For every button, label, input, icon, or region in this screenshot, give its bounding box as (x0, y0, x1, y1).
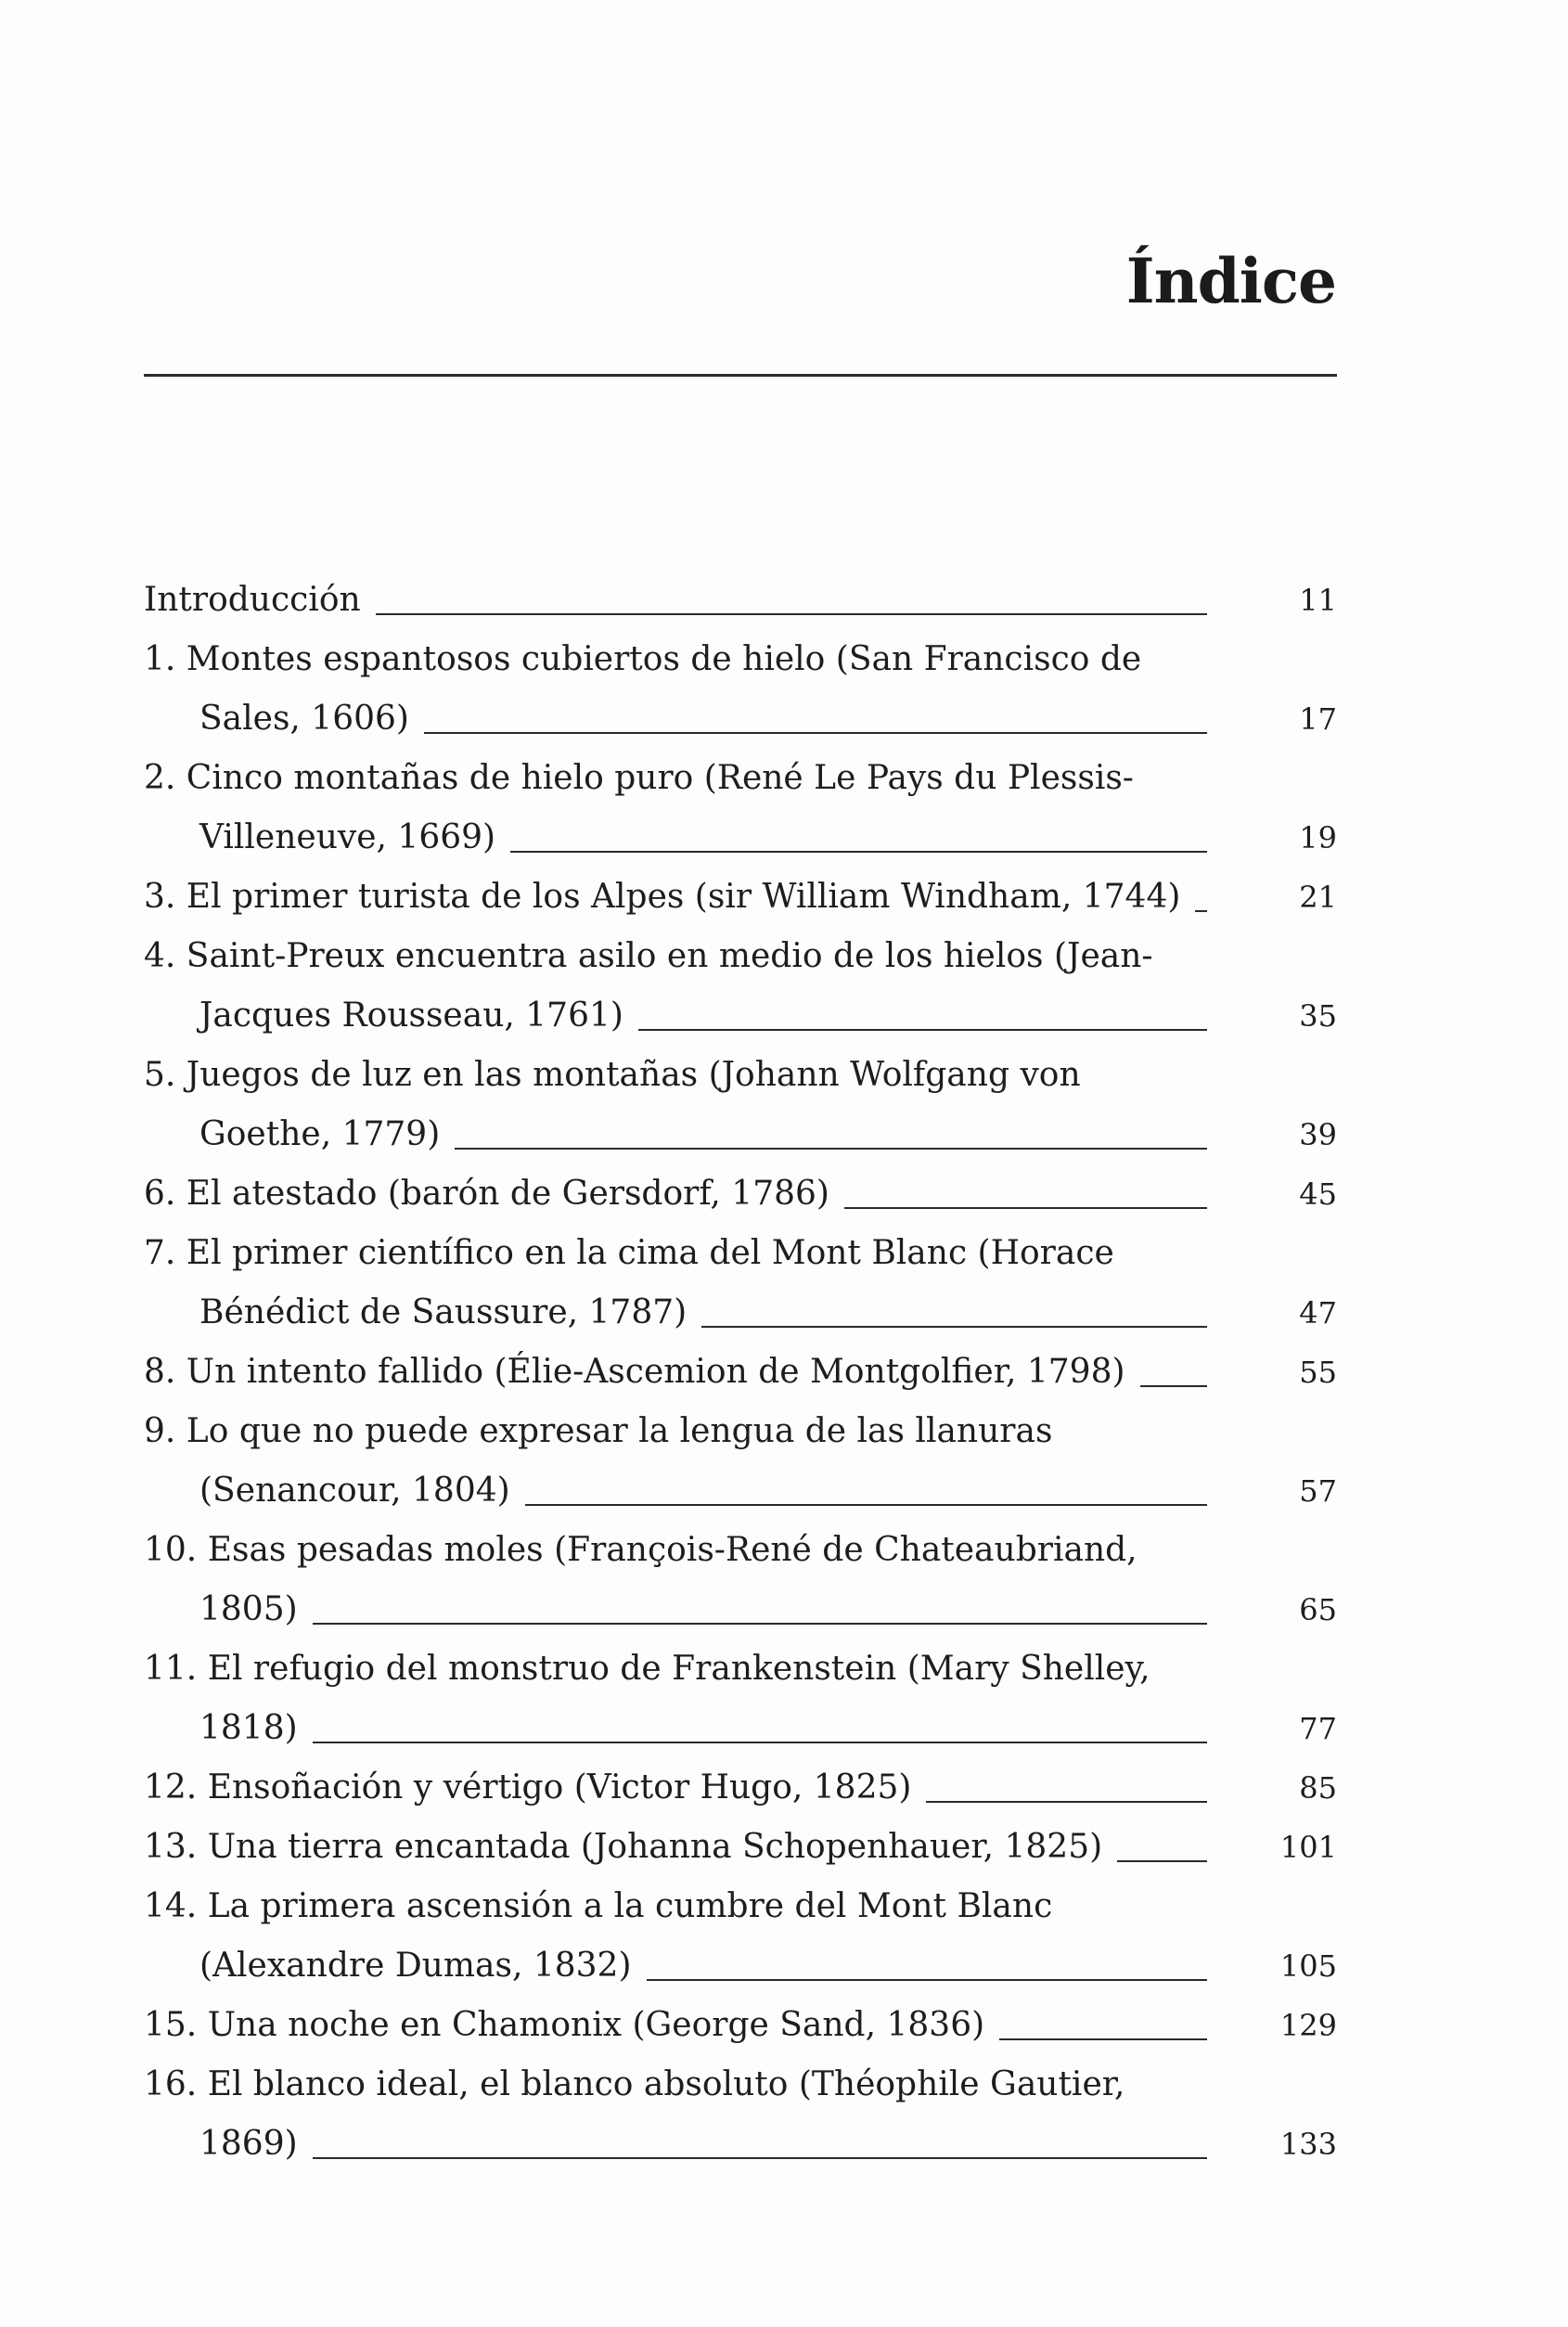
toc-entry-title: 1. Montes espantosos cubiertos de hielo (San Francisco de (144, 640, 1142, 678)
toc-entry (144, 1343, 1337, 1402)
toc-entry-line (144, 1224, 1337, 1283)
toc-entry-continuation (144, 1936, 1337, 1996)
leader-line (638, 1029, 1207, 1031)
leader-line (701, 1326, 1207, 1328)
toc-entry-title: Bénédict de Saussure, 1787) (199, 1293, 688, 1331)
toc-entry (144, 1818, 1337, 1877)
leader-line (926, 1801, 1207, 1803)
toc-entry-title: (Alexandre Dumas, 1832) (199, 1947, 632, 1985)
toc-entry-title: 9. Lo que no puede expresar la lengua de las llanuras (144, 1412, 1053, 1450)
toc-entry (144, 571, 1337, 630)
toc-entry-title: 3. El primer turista de los Alpes (sir William Windham, 1744) (144, 878, 1181, 916)
toc-entry (144, 1046, 1337, 1164)
toc-entry-line (144, 1996, 1337, 2055)
toc-entry (144, 630, 1337, 749)
toc-entry-title: 1805) (199, 1590, 298, 1628)
page-number: 47 (1299, 1295, 1337, 1331)
toc-entry-line (144, 630, 1337, 689)
toc-entry-title: 6. El atestado (barón de Gersdorf, 1786) (144, 1175, 829, 1213)
toc-entry (144, 1996, 1337, 2055)
page-number: 55 (1299, 1355, 1337, 1390)
toc-entry (144, 2055, 1337, 2174)
toc-entry-title: Sales, 1606) (199, 700, 409, 738)
toc-entry-title: 14. La primera ascensión a la cumbre del Mont Blanc (144, 1887, 1053, 1925)
toc-entry-title: 16. El blanco ideal, el blanco absoluto (Théophile Gautier, (144, 2065, 1125, 2103)
page-number: 129 (1279, 2008, 1337, 2043)
toc-entry-line (144, 2055, 1337, 2115)
toc-entry-line (144, 868, 1337, 927)
toc-entry (144, 1402, 1337, 1521)
toc-entry-line (144, 749, 1337, 808)
toc-entry-line (144, 1046, 1337, 1105)
leader-line (1117, 1860, 1207, 1862)
toc-entry-line (144, 1818, 1337, 1877)
toc-entry-continuation (144, 689, 1337, 749)
toc-entry-title: Villeneuve, 1669) (199, 818, 496, 856)
toc-entry-continuation (144, 2115, 1337, 2174)
page-number: 105 (1279, 1948, 1337, 1984)
toc-entry-title: 2. Cinco montañas de hielo puro (René Le Pays du Plessis- (144, 759, 1134, 797)
page-number: 85 (1299, 1770, 1337, 1806)
toc-entry-continuation (144, 1283, 1337, 1343)
page-number: 45 (1299, 1176, 1337, 1212)
page-number: 35 (1299, 998, 1337, 1034)
leader-line (525, 1504, 1207, 1506)
page-number: 11 (1299, 583, 1337, 618)
toc-entry-continuation (144, 1580, 1337, 1639)
toc-entry-title: 15. Una noche en Chamonix (George Sand, 1836) (144, 2006, 985, 2044)
leader-line (1195, 910, 1207, 912)
toc-entry-line (144, 1639, 1337, 1699)
toc-entry-title: 8. Un intento fallido (Élie-Ascemion de Montgolfier, 1798) (144, 1353, 1125, 1391)
toc-entry (144, 1164, 1337, 1224)
toc-entry-line (144, 1164, 1337, 1224)
toc-entry-continuation (144, 1699, 1337, 1758)
table-of-contents (144, 571, 1337, 2174)
toc-entry (144, 1877, 1337, 1996)
page-number: 21 (1299, 880, 1337, 915)
toc-entry (144, 1521, 1337, 1639)
toc-entry-line (144, 1521, 1337, 1580)
toc-entry-line (144, 1877, 1337, 1936)
leader-line (313, 1623, 1207, 1625)
toc-entry-line (144, 1343, 1337, 1402)
toc-entry-continuation (144, 1105, 1337, 1164)
leader-line (844, 1207, 1207, 1209)
page-number: 17 (1299, 701, 1337, 737)
toc-entry-title: Introducción (144, 581, 361, 619)
page-number: 19 (1299, 820, 1337, 855)
toc-entry-title: 1869) (199, 2125, 298, 2163)
toc-entry-continuation (144, 986, 1337, 1046)
toc-entry-title: 12. Ensoñación y vértigo (Victor Hugo, 1825) (144, 1768, 912, 1806)
toc-entry-line (144, 1758, 1337, 1818)
toc-entry-continuation (144, 1461, 1337, 1521)
leader-line (647, 1979, 1208, 1981)
toc-entry-continuation (144, 808, 1337, 868)
toc-entry (144, 868, 1337, 927)
toc-entry-title: Jacques Rousseau, 1761) (199, 996, 623, 1035)
toc-entry (144, 749, 1337, 868)
toc-entry (144, 1639, 1337, 1758)
leader-line (313, 2157, 1207, 2159)
toc-entry-title: 5. Juegos de luz en las montañas (Johann Wolfgang von (144, 1056, 1081, 1094)
page-number: 39 (1299, 1117, 1337, 1152)
page-number: 101 (1279, 1830, 1337, 1865)
leader-line (1140, 1385, 1207, 1387)
toc-entry-line (144, 571, 1337, 630)
toc-entry-title: 13. Una tierra encantada (Johanna Schopenhauer, 1825) (144, 1828, 1103, 1866)
title-rule (144, 374, 1337, 377)
toc-entry-title: 10. Esas pesadas moles (François-René de Chateaubriand, (144, 1531, 1137, 1569)
leader-line (424, 732, 1207, 734)
toc-entry-title: (Senancour, 1804) (199, 1472, 510, 1510)
leader-line (999, 2038, 1207, 2040)
page-number: 57 (1299, 1473, 1337, 1509)
leader-line (455, 1148, 1207, 1150)
leader-line (376, 613, 1207, 615)
toc-entry-line (144, 927, 1337, 986)
toc-entry-title: 7. El primer científico en la cima del Mont Blanc (Horace (144, 1234, 1114, 1272)
toc-entry-line (144, 1402, 1337, 1461)
toc-entry-title: 11. El refugio del monstruo de Frankenstein (Mary Shelley, (144, 1650, 1150, 1688)
page-number: 65 (1299, 1592, 1337, 1627)
leader-line (313, 1742, 1207, 1743)
page-number: 133 (1279, 2127, 1337, 2162)
leader-line (510, 851, 1207, 853)
toc-entry-title: 1818) (199, 1709, 298, 1747)
toc-entry-title: Goethe, 1779) (199, 1115, 441, 1153)
toc-entry (144, 1224, 1337, 1343)
page-number: 77 (1299, 1711, 1337, 1746)
page-title: Índice (1125, 245, 1336, 317)
toc-entry-title: 4. Saint-Preux encuentra asilo en medio de los hielos (Jean- (144, 937, 1153, 975)
toc-entry (144, 1758, 1337, 1818)
toc-entry (144, 927, 1337, 1046)
